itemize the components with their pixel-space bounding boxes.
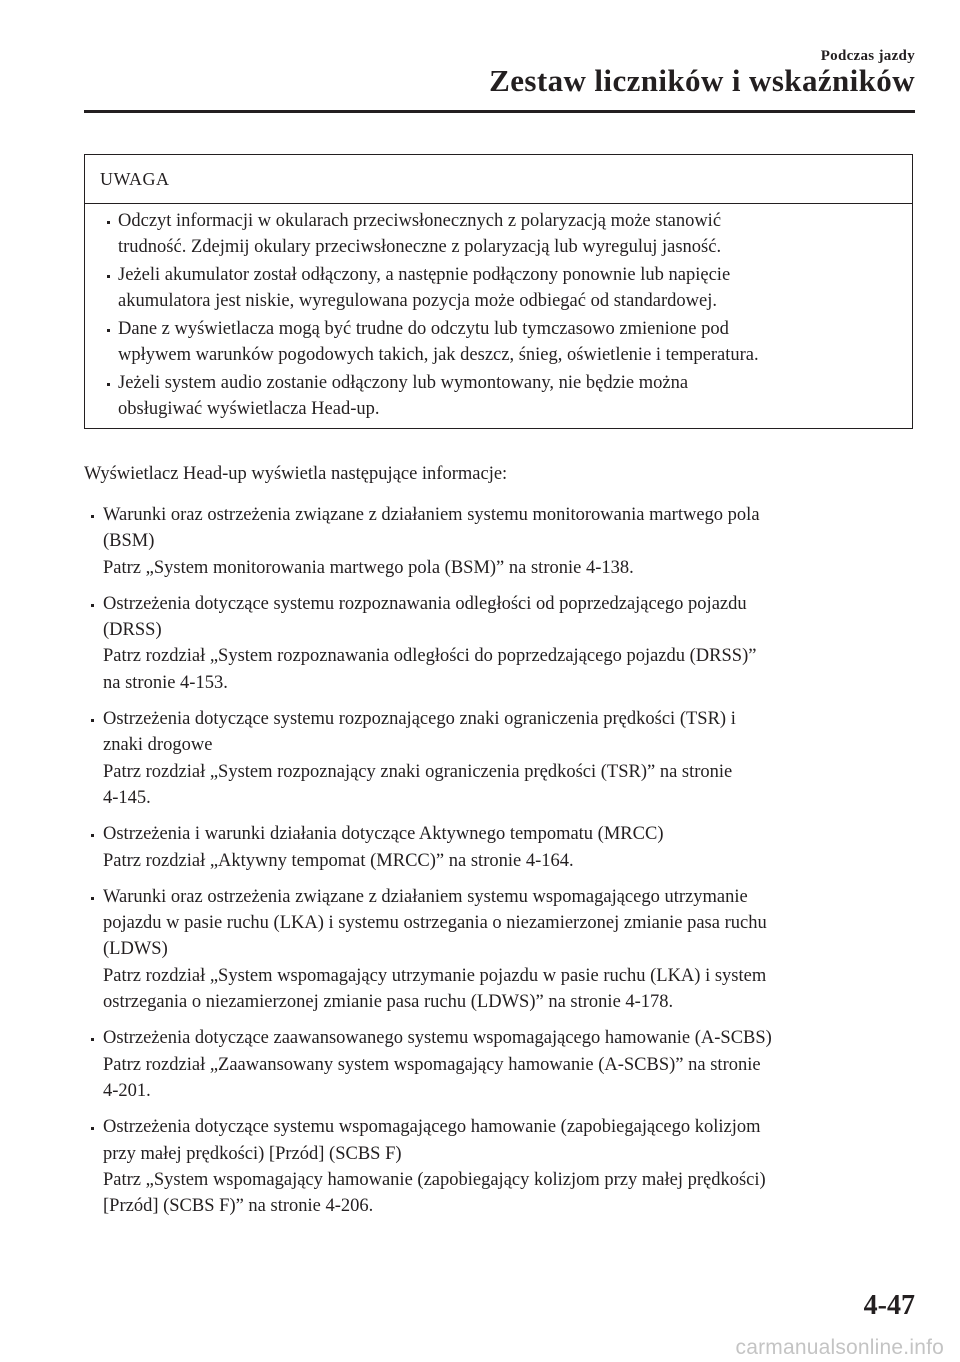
running-head: Podczas jazdy: [820, 48, 915, 64]
info-item-line: ostrzegania o niezamierzonej zmianie pasa ruchu (LDWS)” na stronie 4-178.: [103, 992, 674, 1013]
note-title: UWAGA: [100, 169, 170, 189]
note-list: [85, 208, 912, 424]
info-item-line: Ostrzeżenia i warunki działania dotyczące Aktywnego tempomatu (MRCC): [103, 824, 664, 845]
note-divider: [85, 203, 912, 204]
note-item-line: obsługiwać wyświetlacza Head-up.: [118, 399, 380, 419]
info-item-line: przy małej prędkości) [Przód] (SCBS F): [103, 1143, 402, 1164]
note-item-line: wpływem warunków pogodowych takich, jak deszcz, śnieg, oświetlenie i temperatura.: [118, 345, 759, 365]
info-item-line: pojazdu w pasie ruchu (LKA) i systemu ostrzegania o niezamierzonej zmianie pasa ruchu: [103, 913, 767, 934]
info-item-line: 4-201.: [103, 1080, 151, 1101]
info-item-line: (LDWS): [103, 939, 168, 960]
note-item: [85, 262, 912, 314]
info-item-line: Warunki oraz ostrzeżenia związane z działaniem systemu wspomagającego utrzymanie: [103, 886, 748, 907]
bullet-icon: [91, 834, 94, 837]
bullet-icon: [91, 1038, 94, 1041]
info-item-line: Ostrzeżenia dotyczące zaawansowanego systemu wspomagającego hamowanie (A-SCBS): [103, 1028, 772, 1049]
info-item-line: Patrz „System wspomagający hamowanie (zapobiegający kolizjom przy małej prędkości): [103, 1169, 766, 1190]
info-item-line: Patrz rozdział „System wspomagający utrzymanie pojazdu w pasie ruchu (LKA) i system: [103, 965, 767, 986]
info-item: [84, 884, 919, 1015]
bullet-icon: [107, 329, 110, 332]
info-item-line: Patrz rozdział „System rozpoznający znaki ograniczenia prędkości (TSR)” na stronie: [103, 761, 733, 782]
info-item: [84, 1114, 919, 1219]
note-item: [85, 370, 912, 422]
info-item-line: Patrz rozdział „Zaawansowany system wspomagający hamowanie (A-SCBS)” na stronie: [103, 1054, 761, 1075]
info-item-line: na stronie 4-153.: [103, 672, 228, 693]
info-item: [84, 821, 919, 874]
watermark[interactable]: carmanualsonline.info: [735, 1336, 944, 1359]
bullet-icon: [107, 275, 110, 278]
bullet-icon: [91, 604, 94, 607]
info-item-line: Ostrzeżenia dotyczące systemu rozpoznającego znaki ograniczenia prędkości (TSR) i: [103, 709, 736, 730]
info-item-line: (DRSS): [103, 620, 162, 641]
bullet-icon: [91, 515, 94, 518]
info-item: [84, 1025, 919, 1104]
bullet-icon: [91, 719, 94, 722]
bullet-icon: [91, 897, 94, 900]
note-item-line: Odczyt informacji w okularach przeciwsłonecznych z polaryzacją może stanowić: [118, 211, 722, 231]
note-item-line: Jeżeli akumulator został odłączony, a następnie podłączony ponownie lub napięcie: [118, 265, 731, 285]
bullet-icon: [107, 221, 110, 224]
note-item-line: trudność. Zdejmij okulary przeciwsłoneczne z polaryzacją lub wyreguluj jasność.: [118, 237, 722, 257]
info-item-line: Ostrzeżenia dotyczące systemu wspomagającego hamowanie (zapobiegającego kolizjom: [103, 1117, 761, 1138]
info-item: [84, 706, 919, 811]
info-item-line: 4-145.: [103, 787, 151, 808]
note-item: [85, 208, 912, 260]
note-box: [84, 154, 913, 429]
info-item-line: Patrz rozdział „Aktywny tempomat (MRCC)” na stronie 4-164.: [103, 850, 574, 871]
info-item-line: [Przód] (SCBS F)” na stronie 4-206.: [103, 1196, 374, 1217]
section-title: Zestaw liczników i wskaźników: [489, 63, 915, 98]
info-item-line: znaki drogowe: [103, 735, 213, 756]
bullet-icon: [107, 383, 110, 386]
note-item: [85, 316, 912, 368]
info-list: [84, 502, 919, 1229]
intro-text: Wyświetlacz Head-up wyświetla następujące informacje:: [84, 464, 508, 484]
info-item: [84, 591, 919, 696]
info-item: [84, 502, 919, 581]
note-item-line: akumulatora jest niskie, wyregulowana pozycja może odbiegać od standardowej.: [118, 291, 717, 311]
info-item-line: Warunki oraz ostrzeżenia związane z działaniem systemu monitorowania martwego pola: [103, 505, 760, 525]
header-rule: [84, 110, 915, 113]
info-item-line: Ostrzeżenia dotyczące systemu rozpoznawania odległości od poprzedzającego pojazdu: [103, 593, 747, 614]
page-number: 4-47: [863, 1290, 915, 1321]
info-item-line: Patrz rozdział „System rozpoznawania odległości do poprzedzającego pojazdu (DRSS)”: [103, 646, 757, 667]
info-item-line: Patrz „System monitorowania martwego pola (BSM)” na stronie 4-138.: [103, 557, 634, 578]
bullet-icon: [91, 1127, 94, 1130]
note-item-line: Dane z wyświetlacza mogą być trudne do odczytu lub tymczasowo zmienione pod: [118, 319, 729, 339]
info-item-line: (BSM): [103, 531, 155, 552]
note-item-line: Jeżeli system audio zostanie odłączony lub wymontowany, nie będzie można: [118, 373, 689, 393]
